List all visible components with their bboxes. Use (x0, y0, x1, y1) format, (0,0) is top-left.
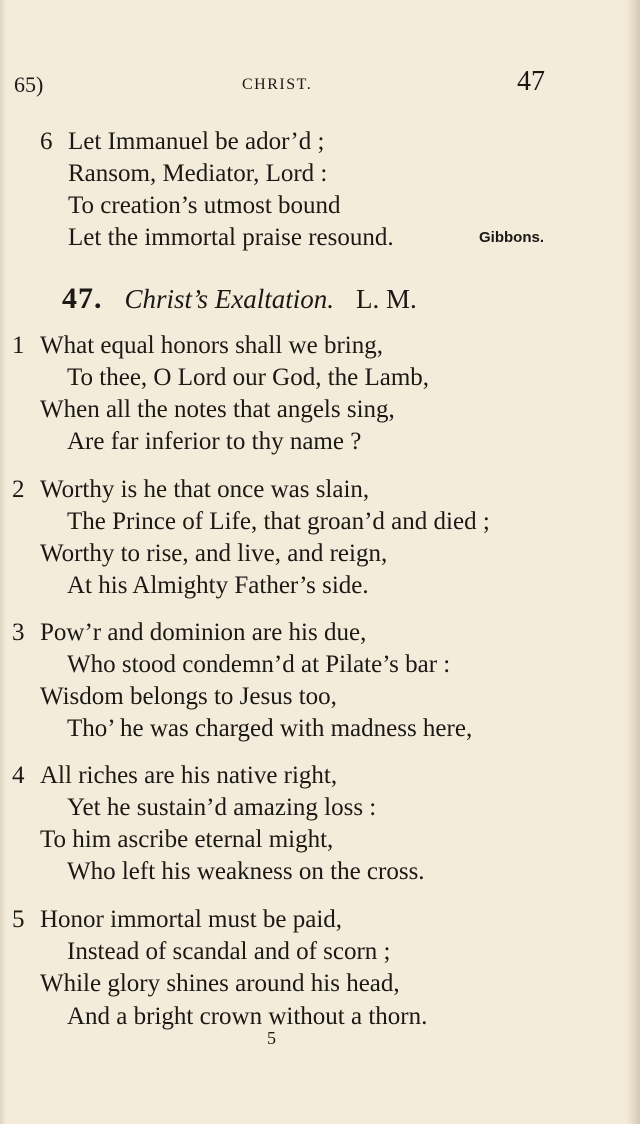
verse-line: At his Almighty Father’s side. (67, 572, 369, 599)
verse-line: To him ascribe eternal might, (40, 826, 334, 853)
hymn-number: 47. (62, 282, 103, 315)
verse-line: All riches are his native right, (40, 762, 338, 789)
verse-line: Honor immortal must be paid, (40, 906, 343, 933)
header-page-number: 47 (517, 66, 545, 97)
verse-number: 6 (40, 128, 53, 155)
verse-line: And a bright crown without a thorn. (67, 1003, 428, 1030)
verse-number: 1 (12, 332, 25, 359)
verse-line: Let Immanuel be ador’d ; (68, 128, 325, 155)
header-section-title: CHRIST. (242, 76, 313, 93)
verse-line: Are far inferior to thy name ? (67, 428, 362, 455)
verse-line: Tho’ he was charged with madness here, (67, 715, 473, 742)
hymn-meter: L. M. (356, 284, 417, 314)
page-edge-shadow-right (626, 0, 640, 1124)
verse-line: The Prince of Life, that groan’d and died ; (67, 508, 490, 535)
page-edge-shadow-left (0, 0, 6, 1124)
verse-line: Let the immortal praise resound. (68, 224, 394, 251)
verse-line: Pow’r and dominion are his due, (40, 619, 367, 646)
verse-line: Worthy to rise, and live, and reign, (40, 540, 388, 567)
header-hymn-range: 65) (14, 72, 44, 97)
verse-number: 3 (12, 619, 25, 646)
hymn-title: Christ’s Exaltation. (124, 284, 335, 314)
verse-line: What equal honors shall we bring, (40, 332, 383, 359)
verse-line: To thee, O Lord our God, the Lamb, (67, 364, 430, 391)
signature-mark: 5 (267, 1028, 276, 1048)
verse-line: Yet he sustain’d amazing loss : (67, 794, 377, 821)
verse-line: While glory shines around his head, (40, 970, 400, 997)
verse-line: To creation’s utmost bound (68, 192, 341, 219)
hymn-heading (62, 282, 417, 316)
author-attribution: Gibbons. (479, 229, 544, 246)
verse-number: 2 (12, 476, 25, 503)
verse-line: When all the notes that angels sing, (40, 396, 395, 423)
verse-number: 4 (12, 762, 25, 789)
verse-line: Wisdom belongs to Jesus too, (40, 683, 337, 710)
verse-line: Who left his weakness on the cross. (67, 858, 425, 885)
verse-line: Ransom, Mediator, Lord : (68, 160, 328, 187)
verse-number: 5 (12, 906, 25, 933)
verse-line: Worthy is he that once was slain, (40, 476, 370, 503)
verse-line: Instead of scandal and of scorn ; (67, 938, 391, 965)
verse-line: Who stood condemn’d at Pilate’s bar : (67, 651, 451, 678)
